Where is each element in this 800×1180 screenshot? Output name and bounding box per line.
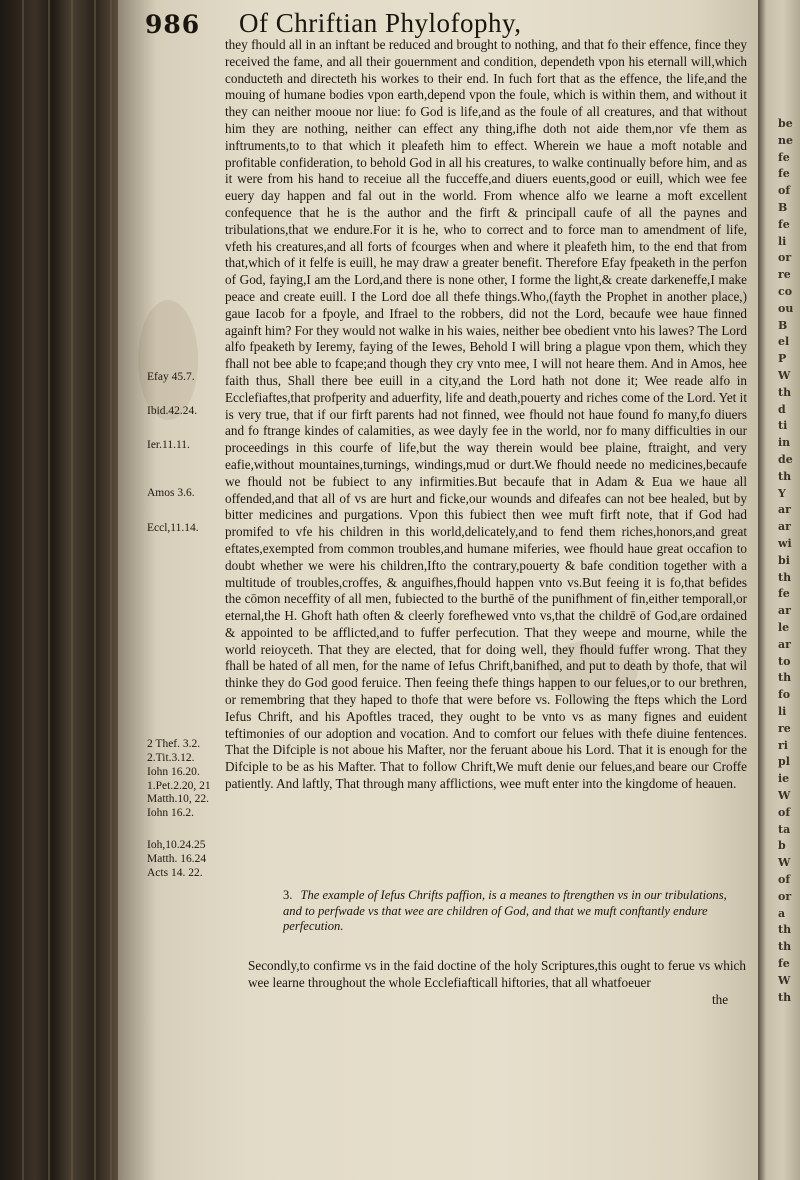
book-gutter [0,0,118,1180]
facing-page-glyph: of [778,805,791,819]
facing-page-glyph: le [778,621,790,634]
facing-page-glyph: P [778,352,787,366]
section-number: 3. [283,888,293,902]
facing-page-glyph: re [778,721,791,735]
facing-page-glyph: th [778,570,792,584]
margin-note: Efay 45.7. [147,371,195,383]
facing-page-glyph: ta [778,822,791,836]
page-edge-line [48,0,50,1180]
facing-page-glyph: of [778,184,791,198]
facing-page-glyph: ne [778,133,793,147]
facing-page-glyph: bi [778,553,790,567]
facing-page-glyph: to [778,654,791,668]
facing-page-glyph: ti [778,419,788,433]
catchword: the [712,992,729,1007]
facing-page-glyph: th [778,671,792,685]
facing-page-glyph: d [778,402,786,416]
facing-page-glyph: be [778,117,793,130]
facing-page-glyph: W [778,856,791,870]
margin-note: Amos 3.6. [147,487,195,499]
paper-stain [138,300,198,420]
facing-page-glyph: th [778,385,792,399]
page-edge-line [94,0,96,1180]
facing-page-glyph: B [778,318,788,332]
facing-page-glyph: b [778,839,786,853]
page-number: 986 [145,10,201,39]
facing-page-glyph: re [778,268,791,282]
margin-note: Ibid.42.24. [147,405,198,417]
margin-note: Matth.10, 22. [147,793,209,805]
margin-note: Acts 14. 22. [147,867,203,879]
facing-page-glyph: in [778,436,791,450]
body-paragraph: they fhould all in an inftant be reduced and brought to nothing, and that fo their effence, fince they received the fame, and all their gouernment and condition, dependeth vpon his eternall will,which conducteth and directeth his workes to their end. In fuch fort that as the effence, the life,and the mouing of humane bodies vpon earth,depend vpon the foule, which is within them, and without it they can neither mooue nor liue: fo God is life,and as the foule of all creatures, and that without him they are nothing, neither can effect any thing,ifhe doth not aide them,nor vfe them as inftruments,to to that which it pleafeth him to effect. Wherein we haue a moft notable and profitable confideration, to behold God in all his creatures, to walke continually before him, and as it were from his hand to receiue all the fucceffe,and diuers euents,good or euill, which wee fee euery day happen and fal out in the world. From whence alfo we learne a moft excellent confequence that he is the author and the firft & principall caufe of all the paynes and tribulations,that we endure.For it is he, who to correct and to force man to amendment of life, vfeth his creatures,and all forts of fcourges when and where it pleafeth him, to the end that from that,which of it felfe is euill, he may draw a greater benefit. Therefore Efay fpeaketh in the perfon of God, faying,I am the Lord,and there is none other, I forme the light,& create darkeneffe,I make peace and create euill. I the Lord doe all thefe things.Who,(fayth the Prophet in another place,) gaue Iacob for a fpoyle, and Ifrael to the robbers, did not the Lord, becaufe wee haue finned againft him? For they would not walke in his waies, neither bee obedient vnto his lawes? The Lord alfo fpeaketh by Ieremy, faying of the Iewes, Behold I will bring a plague vpon them, which they fhall not bee able to fcape;and though they cry vnto mee, I will not heare them. And in Amos, hee faith thus, Shall there bee euill in a city,and the Lord hath not done it; Wee reade alfo in Ecclefiaftes,that profperity and aduerfity, life and death,pouerty and riches come of the Lord. Yet it is very true, that if our firft parents had not finned, wee fhould not haue found fo many,fo diuers and fo ftrange kindes of calamities, as wee dayly fee in the world, nor fo many difficulties in our proceedings in this courfe of life,but the way therein would bee plaine, ftraight, and very eafie,without mountaines,turnings, windings,mud or durt.We fhould neede no medicines,becaufe we fhould not be fubiect to any infirmities.But becaufe that in Adam & Eua we haue all offended,and that all of vs are hurt and ficke,our wounds and difeafes can not bee healed, but by bitter medicines and purgations. Vpon this fubiect then wee muft firft note, that if God had promifed to vfe his children in this world,delicately,and to fend them riches,honors,and great eftates,exempted from common troubles,and humane miferies, wee fhould haue great occafion to doubt whether we were his children,Ifto the contrary,pouerty & bafe condition together with a multitude of troubles,croffes, & anguifhes,fhould happen vnto vs.But feeing it is fo,that befides the cōmon neceffity of all men, fubiected to the burthē of the punifhment of fin,either temporall,or eternal,the H. Ghoft hath often & cleerly forefhewed vnto vs,that the childrē of God,are ordained & appointed to be afflicted,and to fuffer perfecution. That they weepe and mourne, while the world reioyceth. That they are elected, that for doing well, they fhould fuffer wrong. That they fhall be hated of all men, for the name of Iefus Chrift,banifhed, and put to death by thofe, that wil thinke they do God good feruice. Then feeing thefe things happen to our felues,or to our brethren, or remembring that they haped to thofe that were before vs. Following the fteps which the Lord Iefus Chrift, and his Apoftles traced, they ought to be vnto vs as many fignes and euident teftimonies of our adoption and vocation. And to comfort our felues with thefe diuine fentences. That the Difciple is not aboue his Mafter, nor the feruant aboue his Lord. That it is enough for the Difciple to be as his Mafter. That to follow Chrift,We muft denie our felues,and beare our Croffe patiently. And laftly, That through many afflictions, wee muft enter into the kingdome of heauen. [225,37,747,792]
margin-note: Iohn 16.2. [147,807,194,819]
facing-page-glyph: W [778,369,791,382]
main-text [225,37,747,793]
facing-page-glyph: Y [778,486,786,500]
page-edge-line [22,0,24,1180]
facing-page-glyph: de [778,453,793,466]
facing-page-glyph: fe [778,167,790,181]
facing-page-glyph: or [778,251,792,265]
margin-note: Eccl,11.14. [147,522,199,534]
facing-page-glyph: li [778,705,787,718]
facing-page-glyph: li [778,234,787,248]
facing-page-glyph: B [778,201,788,214]
margin-note: Iohn 16.20. [147,766,200,778]
second-paragraph: Secondly,to confirme vs in the faid doctine of the holy Scriptures,this ought to ferue vs which wee learne throughout the whole Ecclefiafticall hiftories, that all whatfoeuer [248,958,746,990]
facing-page-glyph: fe [778,587,790,601]
facing-page-glyph: el [778,335,790,349]
facing-page-glyph: fe [778,150,790,164]
margin-note: 2.Tit.3.12. [147,752,195,764]
margin-note: Matth. 16.24 [147,853,207,865]
facing-page-glyph: ou [778,301,794,315]
margin-note: 2 Thef. 3.2. [147,738,201,750]
facing-page-glyph: of [778,873,791,886]
facing-page-glyph: or [778,889,792,903]
page-header [145,8,745,38]
facing-page-glyph: co [778,285,793,298]
facing-page-edge [758,0,800,1180]
facing-page-glyph: ar [778,637,791,651]
page-edge-line [110,0,112,1180]
facing-page-glyph: ar [778,520,791,534]
facing-page-glyph: pl [778,755,790,769]
facing-page-glyph: ie [778,772,790,786]
facing-page-glyph: ar [778,604,791,618]
facing-page-glyph: W [778,789,791,802]
margin-note: 1.Pet.2.20, 21 [147,780,211,792]
section-heading-text: The example of Iefus Chrifts paffion, is a meanes to ftrengthen vs in our tribulations, and to perfwade vs that wee are children of God, and that we muft conftantly endure perfecution. [283,888,727,933]
facing-page-glyph: W [778,973,791,987]
facing-page-glyph: th [778,940,792,954]
facing-page-glyph: fe [778,217,790,231]
facing-page-glyph: fo [778,688,791,702]
facing-page-glyph: th [778,990,792,1004]
facing-page-glyph: ri [778,738,788,752]
margin-note: Ioh,10.24.25 [147,839,206,851]
section-heading [283,888,735,935]
facing-page-glyph: fe [778,957,790,970]
facing-page-glyph: th [778,923,792,937]
facing-page-glyph: a [778,906,786,920]
margin-note: Ier.11.11. [147,439,190,451]
running-head: Of Chriftian Phylofophy, [239,8,522,38]
facing-page-glyph: th [778,469,792,483]
page-edge-line [71,0,73,1180]
facing-page-glyph: ar [778,503,791,517]
facing-page-glyph: wi [778,537,792,550]
